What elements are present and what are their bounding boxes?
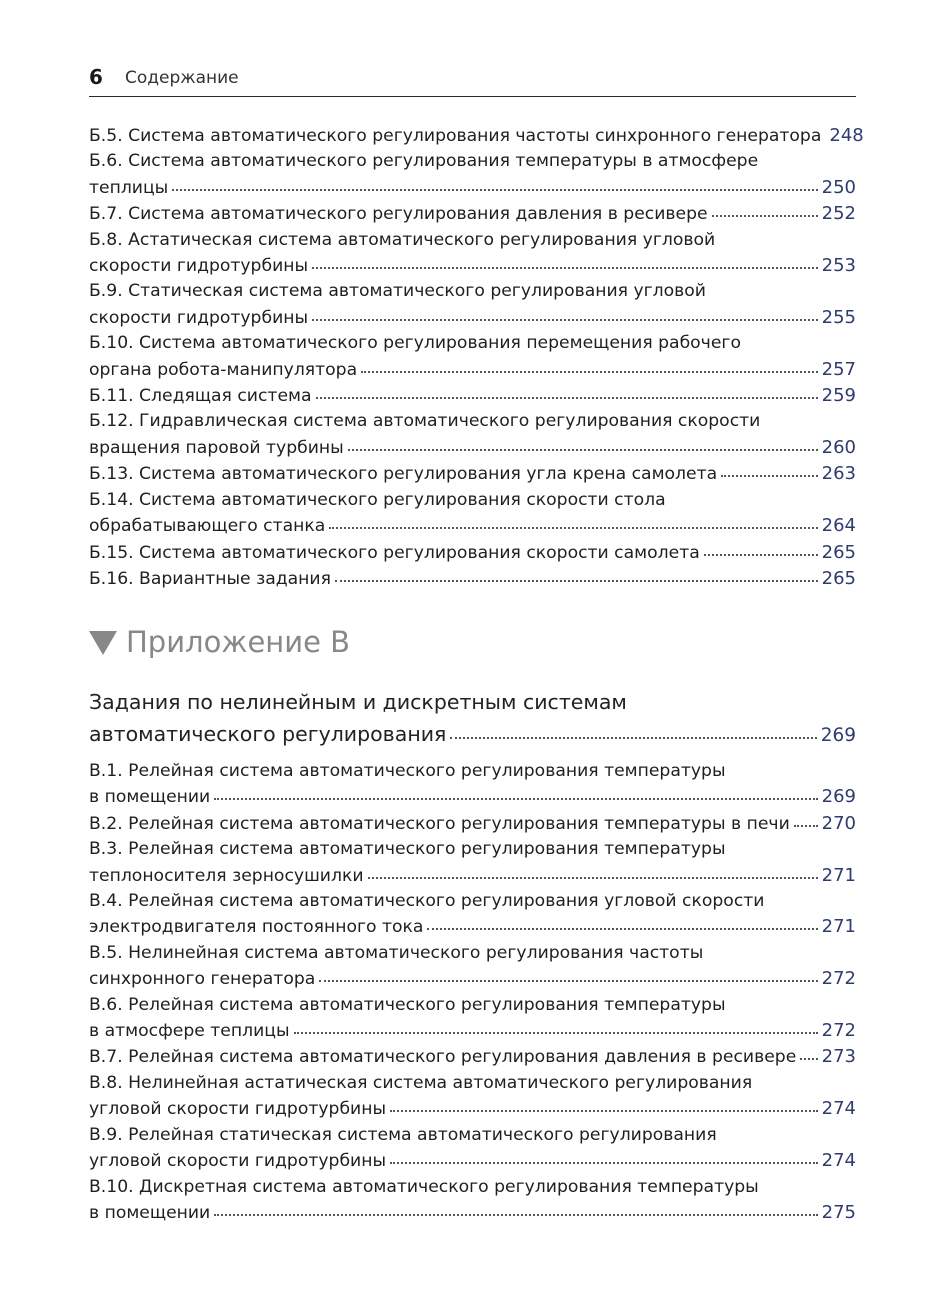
toc-entry-text: Б.16. Вариантные задания	[89, 568, 331, 589]
toc-entry-line	[89, 966, 856, 992]
page-header	[89, 62, 856, 97]
toc-entry-line	[89, 1044, 856, 1070]
toc-entry-text: В.8. Нелинейная астатическая система автоматического регулирования	[89, 1072, 753, 1093]
toc-entry-line	[89, 863, 856, 889]
toc-entry[interactable]	[89, 941, 856, 993]
toc-entry[interactable]	[89, 383, 856, 409]
page-number: 6	[89, 65, 103, 89]
dot-leader	[450, 727, 816, 741]
toc-entry-text: в помещении	[89, 1202, 211, 1223]
toc-entry[interactable]	[89, 488, 856, 540]
toc-entry-line	[89, 784, 856, 810]
page-ref: 248	[829, 125, 864, 146]
chapter-line	[89, 686, 856, 718]
toc-entry[interactable]	[89, 540, 856, 566]
toc-entry-text: органа робота-манипулятора	[89, 359, 358, 380]
page-ref: 274	[821, 1150, 856, 1172]
toc-entry-line	[89, 305, 856, 331]
toc-entry-line	[89, 279, 856, 304]
page-ref: 273	[821, 1046, 856, 1068]
dot-leader	[368, 867, 818, 881]
toc-entry-text: Б.5. Система автоматического регулирования частоты синхронного генератора	[89, 126, 822, 146]
toc-entry-text: В.3. Релейная система автоматического регулирования температуры	[89, 839, 726, 860]
toc-entry-text: синхронного генератора	[89, 969, 316, 990]
toc-entry[interactable]	[89, 409, 856, 461]
page-ref: 272	[821, 968, 856, 990]
toc-entry[interactable]	[89, 331, 856, 383]
toc-entry-line	[89, 435, 856, 461]
toc-entry-text: В.10. Дискретная система автоматического регулирования температуры	[89, 1176, 759, 1197]
dot-leader	[316, 387, 818, 401]
toc-entry-line	[89, 1175, 856, 1200]
toc-entry[interactable]	[89, 993, 856, 1045]
toc-entry[interactable]	[89, 889, 856, 941]
toc-entry-text: угловой скорости гидротурбины	[89, 1099, 387, 1120]
toc-entry-text: В.7. Релейная система автоматического регулирования давления в ресивере	[89, 1047, 797, 1068]
page-ref: 265	[821, 541, 856, 563]
toc-section-b	[89, 123, 864, 592]
chapter-title-line-1: Задания по нелинейным и дискретным системам	[89, 690, 627, 714]
toc-entry[interactable]	[89, 811, 856, 837]
toc-entry-text: Б.6. Система автоматического регулирования температуры в атмосфере	[89, 151, 759, 172]
toc-entry-text: скорости гидротурбины	[89, 256, 309, 277]
dot-leader	[721, 465, 817, 479]
toc-entry-line	[89, 914, 856, 940]
dot-leader	[172, 179, 817, 193]
page-ref: 260	[821, 436, 856, 458]
toc-entry-text: в помещении	[89, 787, 211, 808]
toc-entry-line	[89, 993, 856, 1018]
toc-entry-text: теплоносителя зерносушилки	[89, 865, 364, 886]
page-ref: 271	[821, 864, 856, 886]
toc-entry-line	[89, 889, 856, 914]
toc-entry[interactable]	[89, 1071, 856, 1123]
dot-leader	[348, 439, 818, 453]
toc-entry[interactable]	[89, 279, 856, 331]
toc-entry-line	[89, 175, 856, 201]
running-title: Содержание	[125, 68, 239, 88]
toc-entry-text: теплицы	[89, 177, 169, 198]
toc-entry-line	[89, 383, 856, 409]
toc-entry[interactable]	[89, 1044, 856, 1070]
toc-entry-text: В.2. Релейная система автоматического регулирования температуры в печи	[89, 813, 790, 834]
toc-entry[interactable]	[89, 837, 856, 889]
page-ref: 250	[821, 176, 856, 198]
toc-entry-text: В.4. Релейная система автоматического регулирования угловой скорости	[89, 891, 765, 912]
dot-leader	[335, 570, 818, 584]
dot-leader	[312, 309, 818, 323]
page-ref: 265	[821, 567, 856, 589]
toc-entry-text: В.1. Релейная система автоматического регулирования температуры	[89, 761, 726, 781]
page-ref: 253	[821, 255, 856, 277]
dot-leader	[361, 361, 818, 375]
toc-entry-line	[89, 461, 856, 487]
toc-entry-line	[89, 540, 856, 566]
toc-section-v	[89, 759, 856, 1226]
page-ref: 269	[821, 786, 856, 808]
dot-leader	[294, 1022, 818, 1036]
toc-entry[interactable]	[89, 1123, 856, 1175]
page-ref: 275	[821, 1201, 856, 1223]
toc-entry-text: Б.13. Система автоматического регулирования угла крена самолета	[89, 464, 718, 485]
toc-entry-text: электродвигателя постоянного тока	[89, 917, 424, 938]
dot-leader	[390, 1152, 818, 1166]
toc-entry-line	[89, 1071, 856, 1096]
toc-entry[interactable]	[89, 759, 856, 811]
page-ref: 272	[821, 1020, 856, 1042]
toc-entry-line	[89, 357, 856, 383]
toc-entry-line	[89, 253, 856, 279]
toc-entry-text: Б.11. Следящая система	[89, 386, 312, 407]
toc-entry-text: В.6. Релейная система автоматического регулирования температуры	[89, 994, 726, 1015]
chapter-entry[interactable]	[89, 686, 856, 752]
toc-entry-text: В.5. Нелинейная система автоматического регулирования частоты	[89, 942, 704, 963]
page-ref: 271	[821, 916, 856, 938]
toc-entry-line	[89, 331, 856, 356]
dot-leader	[214, 788, 817, 802]
toc-entry[interactable]	[89, 149, 856, 201]
dot-leader	[712, 205, 818, 219]
toc-entry[interactable]	[89, 461, 856, 487]
page-ref: 274	[821, 1098, 856, 1120]
toc-entry-line	[89, 837, 856, 862]
appendix-title: Приложение В	[126, 625, 351, 659]
appendix-heading	[89, 622, 350, 662]
page-ref: 259	[821, 385, 856, 407]
dot-leader	[390, 1100, 818, 1114]
toc-entry-line	[89, 123, 864, 149]
toc-entry-text: Б.12. Гидравлическая система автоматического регулирования скорости	[89, 411, 761, 432]
triangle-down-icon	[89, 631, 117, 655]
toc-entry-text: обрабатывающего станка	[89, 516, 326, 537]
toc-entry-line	[89, 941, 856, 966]
toc-entry-text: в атмосфере теплицы	[89, 1021, 290, 1042]
page-ref: 252	[821, 203, 856, 225]
toc-entry-text: вращения паровой турбины	[89, 437, 344, 458]
dot-leader	[329, 517, 817, 531]
page-ref: 264	[821, 515, 856, 537]
toc-entry-line	[89, 759, 856, 784]
toc-entry-line	[89, 201, 856, 227]
page-ref: 269	[820, 725, 856, 746]
dot-leader	[312, 257, 818, 271]
toc-entry[interactable]	[89, 123, 864, 149]
page-ref: 255	[821, 306, 856, 328]
toc-entry-line	[89, 566, 856, 592]
dot-leader	[800, 1048, 817, 1062]
toc-entry-text: угловой скорости гидротурбины	[89, 1151, 387, 1172]
toc-entry-text: Б.14. Система автоматического регулирования скорости стола	[89, 489, 666, 510]
toc-entry-line	[89, 488, 856, 513]
toc-entry-line	[89, 1096, 856, 1122]
toc-entry-text: Б.8. Астатическая система автоматического регулирования угловой	[89, 229, 716, 250]
toc-entry[interactable]	[89, 228, 856, 280]
toc-entry-line	[89, 513, 856, 539]
toc-entry-line	[89, 811, 856, 837]
toc-entry-line	[89, 409, 856, 434]
toc-entry-text: Б.9. Статическая система автоматического регулирования угловой	[89, 281, 706, 302]
toc-entry-text: В.9. Релейная статическая система автоматического регулирования	[89, 1124, 717, 1145]
dot-leader	[427, 918, 817, 932]
toc-entry[interactable]	[89, 201, 856, 227]
page-ref: 257	[821, 358, 856, 380]
toc-entry-text: Б.15. Система автоматического регулирования скорости самолета	[89, 542, 700, 563]
toc-entry-line	[89, 1148, 856, 1174]
toc-entry-line	[89, 1123, 856, 1148]
toc-entry[interactable]	[89, 1175, 856, 1227]
dot-leader	[214, 1204, 817, 1218]
toc-entry-line	[89, 1200, 856, 1226]
dot-leader	[794, 815, 818, 829]
page-ref: 263	[821, 463, 856, 485]
dot-leader	[704, 544, 818, 558]
toc-entry-line	[89, 228, 856, 253]
toc-entry-text: Б.10. Система автоматического регулирования перемещения рабочего	[89, 333, 741, 354]
toc-entry[interactable]	[89, 566, 856, 592]
toc-entry-text: Б.7. Система автоматического регулирования давления в ресивере	[89, 204, 708, 225]
toc-entry-line	[89, 149, 856, 174]
toc-entry-line	[89, 1018, 856, 1044]
chapter-title-line-2: автоматического регулирования	[89, 722, 447, 746]
chapter-line	[89, 718, 856, 752]
toc-entry-text: скорости гидротурбины	[89, 307, 309, 328]
page-ref: 270	[821, 812, 856, 834]
dot-leader	[319, 970, 817, 984]
